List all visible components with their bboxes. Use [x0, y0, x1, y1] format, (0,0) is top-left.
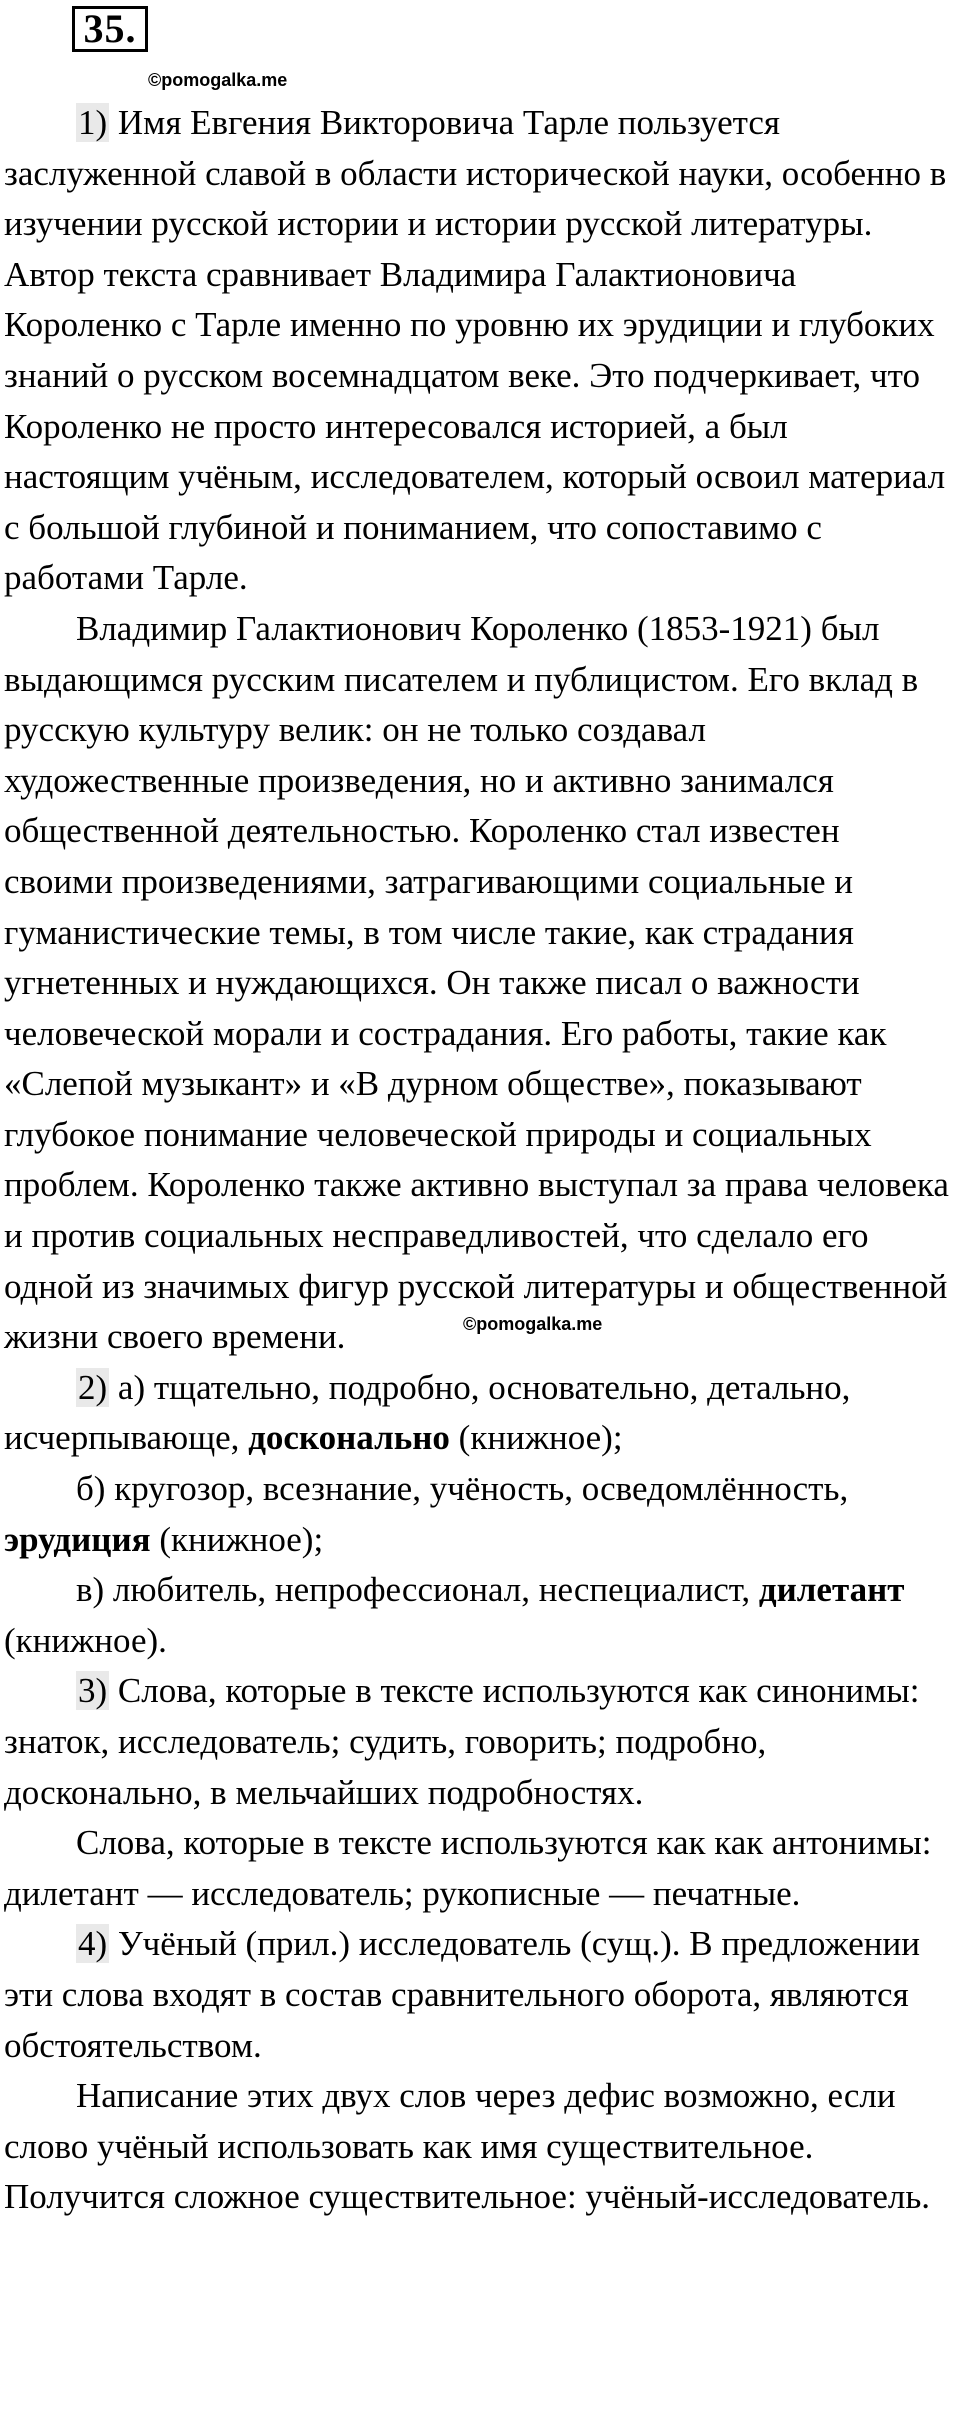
- paragraph-5-after: (книжное).: [4, 1620, 167, 1660]
- paragraph-3-after: (книжное);: [449, 1418, 623, 1458]
- paragraph-8: [4, 1919, 952, 2071]
- paragraph-4: [4, 1464, 952, 1565]
- paragraph-1: [4, 98, 952, 604]
- paragraph-5-bold: дилетант: [758, 1570, 905, 1610]
- paragraph-5: [4, 1565, 952, 1666]
- paragraph-1-text: Имя Евгения Викторовича Тарле пользуется заслуженной славой в области исторической науки, особенно в изучении русской истории и истории русской литературы. Автор текста сравнивает Владимира Галактионовича Короленко с Тарле именно по уровню их эрудиции и глубоких знаний о русском восемнадцатом веке. Это подчеркивает, что Короленко не просто интересовался историей, а был настоящим учёным, исследователем, который освоил материал с большой глубиной и пониманием, что сопоставимо с работами Тарле.: [4, 103, 947, 598]
- item-number-1: 1): [78, 103, 108, 142]
- paragraph-2: Владимир Галактионович Короленко (1853-1921) был выдающимся русским писателем и публицистом. Его вклад в русскую культуру велик: он не только создавал художественные произведения, но и активно занимался общественной деятельностью. Короленко стал известен своими произведениями, затрагивающими социальные и гуманистические темы, в том числе такие, как страдания угнетенных и нуждающихся. Он также писал о важности человеческой морали и сострадания. Его работы, такие как «Слепой музыкант» и «В дурном обществе», показывают глубокое понимание человеческой природы и социальных проблем. Короленко также активно выступал за права человека и против социальных несправедливостей, что сделало его одной из значимых фигур русской литературы и общественной жизни своего времени.: [4, 608, 949, 1357]
- paragraph-4-bold: эрудиция: [4, 1519, 151, 1559]
- paragraph-5-before: в) любитель, непрофессионал, неспециалист,: [76, 1570, 759, 1610]
- answer-text: [4, 98, 952, 2223]
- item-number-3: 3): [78, 1671, 108, 1711]
- watermark-top: ©pomogalka.me: [148, 70, 288, 90]
- paragraph-3: [4, 1363, 952, 1464]
- paragraph-3-bold: досконально: [248, 1418, 450, 1458]
- paragraph-3-before: а) тщательно, подробно, основательно, детально, исчерпывающе,: [4, 1367, 851, 1458]
- paragraph-6-text: Слова, которые в тексте используются как синонимы: знаток, исследователь; судить, говорить; подробно, досконально, в мельчайших подробностях.: [4, 1671, 920, 1812]
- paragraph-9: Написание этих двух слов через дефис возможно, если слово учёный использовать как имя существительное. Получится сложное существительное: учёный-исследователь.: [4, 2076, 931, 2217]
- paragraph-7: Слова, которые в тексте используются как как антонимы: дилетант — исследователь; рукописные — печатные.: [4, 1823, 932, 1913]
- item-number-4: 4): [78, 1924, 108, 1964]
- watermark-middle: ©pomogalka.me: [463, 1314, 603, 1334]
- paragraph-4-after: (книжное);: [150, 1519, 324, 1559]
- task-number: 35.: [72, 6, 148, 52]
- paragraph-6: [4, 1666, 952, 1818]
- paragraph-4-before: б) кругозор, всезнание, учёность, осведомлённость,: [76, 1469, 849, 1509]
- item-number-2: 2): [78, 1367, 108, 1407]
- paragraph-8-text: Учёный (прил.) исследователь (сущ.). В предложении эти слова входят в состав сравнительного оборота, являются обстоятельством.: [4, 1924, 920, 2065]
